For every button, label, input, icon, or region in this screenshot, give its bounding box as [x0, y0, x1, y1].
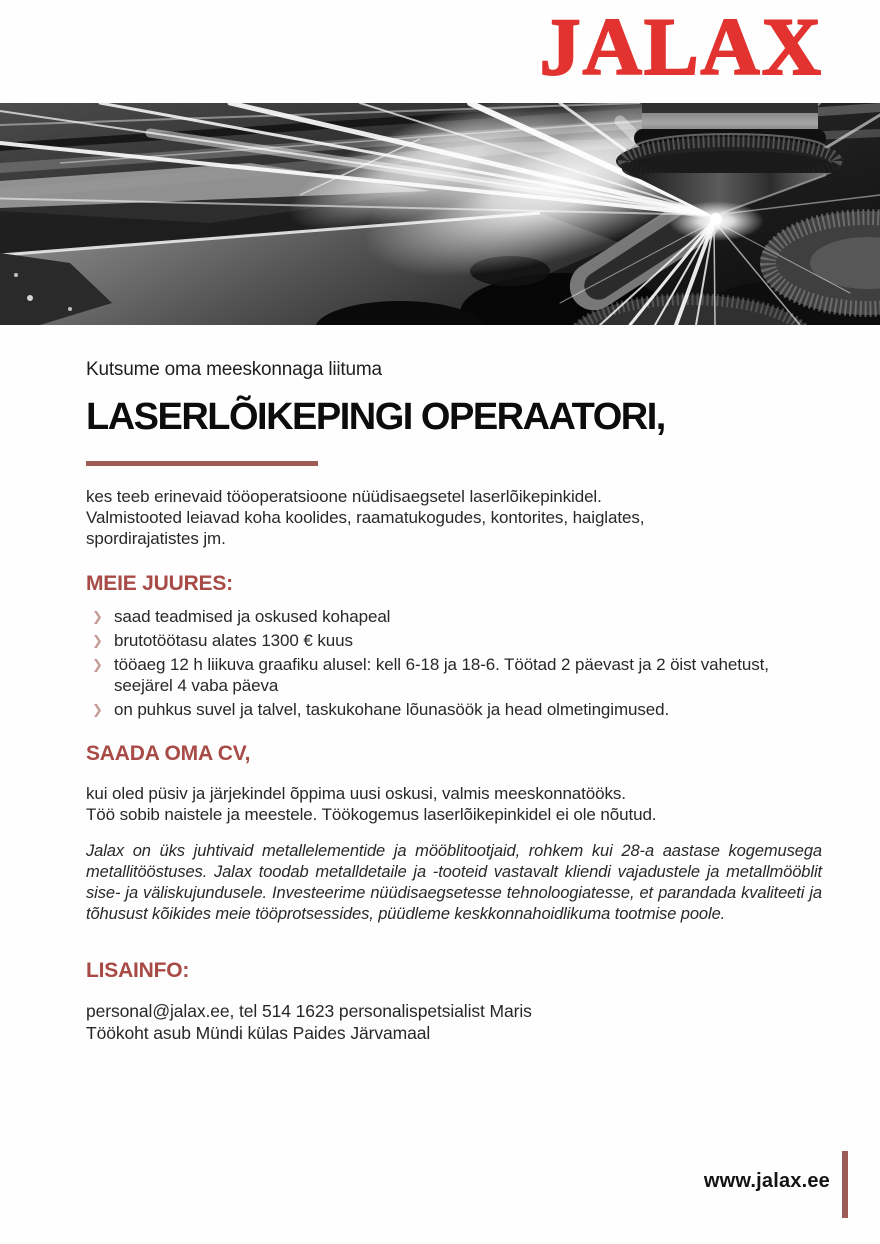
- cv-line: Töö sobib naistele ja meestele. Töökogemus laserlõikepinkidel ei ole nõutud.: [86, 805, 657, 824]
- section-heading-saada-cv: SAADA OMA CV,: [86, 742, 251, 765]
- chevron-bullet-icon: ❯: [92, 702, 103, 717]
- list-item: [86, 630, 822, 651]
- contact-info: [86, 1000, 822, 1044]
- company-description: Jalax on üks juhtivaid metallelementide ja mööblitootjaid, rohkem kui 28-a aastase kogemusega metallitööstuses. Jalax toodab metalldetaile ja -tooteid vastavalt kliendi vajadustele ja metallmööblit sise- ja väliskujundusele. Investeerime nüüdisaegsetesse tehnoloogiatesse, et parandada kvaliteeti ja tõhusust kõikides meie tööprotsessides, püüdleme keskkonnahoidlikuma tootmise poole.: [86, 842, 822, 923]
- list-item: [86, 654, 822, 696]
- chevron-bullet-icon: ❯: [92, 609, 103, 624]
- job-title-heading: LASERLÕIKEPINGI OPERAATORI,: [86, 396, 665, 438]
- lead-line: Valmistooted leiavad koha koolides, raamatukogudes, kontorites, haiglates,: [86, 508, 645, 527]
- cv-line: kui oled püsiv ja järjekindel õppima uusi oskusi, valmis meeskonnatööks.: [86, 784, 626, 803]
- contact-line-email-phone: personal@jalax.ee, tel 514 1623 personalispetsialist Maris: [86, 1001, 532, 1021]
- benefit-text: on puhkus suvel ja talvel, taskukohane lõunasöök ja head olmetingimused.: [114, 700, 670, 719]
- section-heading-meie-juures: MEIE JUURES:: [86, 572, 233, 595]
- list-item: [86, 699, 822, 720]
- intro-line: Kutsume oma meeskonnaga liituma: [86, 359, 382, 380]
- chevron-bullet-icon: ❯: [92, 657, 103, 672]
- section-heading-lisainfo: LISAINFO:: [86, 959, 190, 982]
- benefit-text: brutotöötasu alates 1300 € kuus: [114, 631, 353, 650]
- chevron-bullet-icon: ❯: [92, 633, 103, 648]
- hero-image: [0, 103, 880, 325]
- laser-cutting-illustration: [0, 103, 880, 325]
- headline-underline: [86, 461, 318, 466]
- lead-line: kes teeb erinevaid tööoperatsioone nüüdisaegsetel laserlõikepinkidel.: [86, 487, 602, 506]
- benefit-text: tööaeg 12 h liikuva graafiku alusel: kell 6-18 ja 18-6. Töötad 2 päevast ja 2 öist vahetust, seejärel 4 vaba päeva: [114, 655, 769, 695]
- cv-paragraph: [86, 783, 822, 825]
- lead-line: spordirajatistes jm.: [86, 529, 226, 548]
- benefits-list: [86, 606, 822, 723]
- footer-accent-bar: [842, 1151, 848, 1218]
- list-item: [86, 606, 822, 627]
- website-link[interactable]: www.jalax.ee: [703, 1170, 830, 1192]
- benefit-text: saad teadmised ja oskused kohapeal: [114, 607, 391, 626]
- lead-paragraph: [86, 486, 822, 549]
- company-logo: JALAX: [539, 1, 823, 92]
- contact-line-location: Töökoht asub Mündi külas Paides Järvamaal: [86, 1023, 431, 1043]
